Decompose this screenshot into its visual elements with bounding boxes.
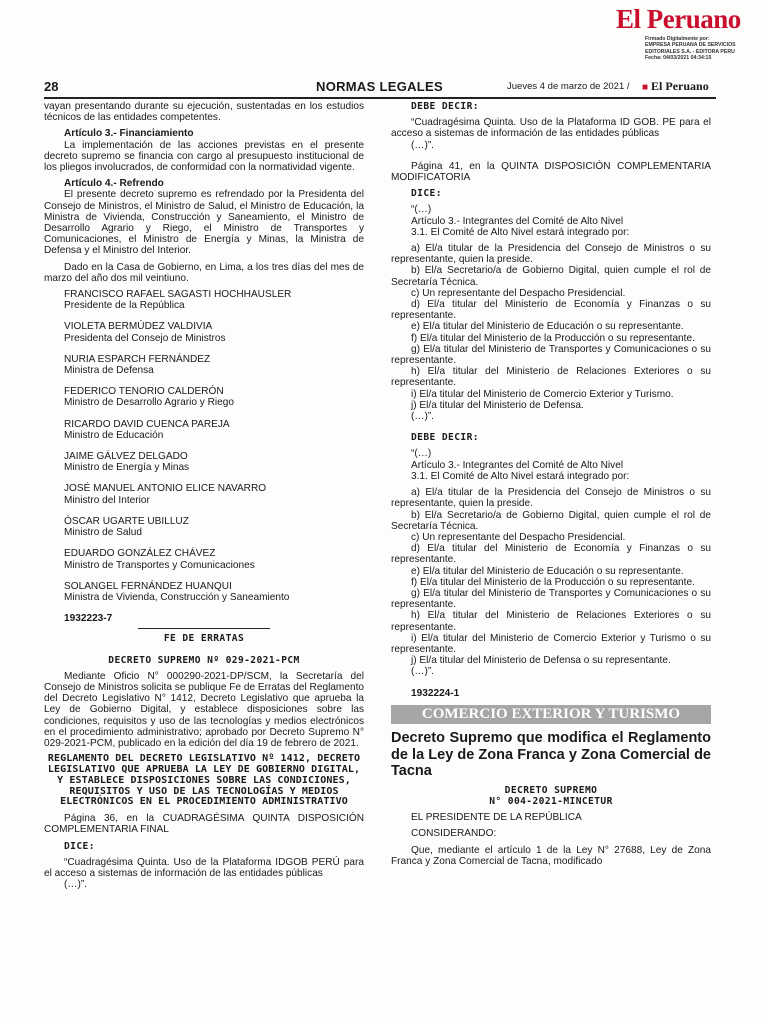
decree-title: Decreto Supremo que modifica el Reglamento de la Ley de Zona Franca y Zona Comercial de Tacna — [391, 729, 711, 780]
header-rule — [44, 97, 716, 99]
list-item: b) El/a Secretario/a de Gobierno Digital, quien cumple el rol de Secretaría Técnica. — [391, 265, 711, 288]
signatory-name: RICARDO DAVID CUENCA PAREJA — [64, 418, 230, 430]
signatory-name: VIOLETA BERMÚDEZ VALDIVIA — [64, 321, 213, 333]
list-item: f) El/a titular del Ministerio de la Producción o su representante. — [411, 332, 695, 344]
signature-line: Fecha: 04/03/2021 04:34:15 — [645, 54, 712, 61]
reference-number: 1932224-1 — [411, 687, 460, 699]
list-item: j) El/a titular del Ministerio de Defensa. — [411, 399, 584, 411]
section-band: COMERCIO EXTERIOR Y TURISMO — [391, 705, 711, 724]
signatory-name: FRANCISCO RAFAEL SAGASTI HOCHHAUSLER — [64, 289, 292, 301]
page-header — [44, 79, 716, 95]
article-4-title: Artículo 4.- Refrendo — [64, 178, 164, 190]
list-item: h) El/a titular del Ministerio de Relaciones Exteriores o su representante. — [391, 366, 711, 389]
list-item: h) El/a titular del Ministerio de Relaciones Exteriores o su representante. — [391, 610, 711, 633]
signature-line: EMPRESA PERUANA DE SERVICIOS — [645, 42, 736, 49]
list-item: b) El/a Secretario/a de Gobierno Digital, quien cumple el rol de Secretaría Técnica. — [391, 509, 711, 532]
reference-number: 1932223-7 — [64, 613, 113, 625]
list-item: i) El/a titular del Ministerio de Comercio Exterior y Turismo o su representante. — [391, 632, 711, 655]
list-item: g) El/a titular del Ministerio de Transportes y Comunicaciones o su representante. — [391, 587, 711, 611]
dice-label: DICE: — [64, 840, 95, 852]
brand-name: El Peruano — [651, 79, 709, 93]
debe-decir-label: DEBE DECIR: — [411, 101, 479, 112]
que-paragraph: Que, mediante el artículo 1 de la Ley N° 27688, Ley de Zona Franca y Zona Comercial de Tacna, modificado — [391, 844, 711, 867]
signatory-role: Ministro de Energía y Minas — [64, 462, 190, 474]
dice-list — [391, 243, 711, 411]
open-ellipsis: “(…) — [411, 448, 432, 460]
left-column — [44, 101, 364, 890]
right-column — [391, 101, 711, 867]
list-item: g) El/a titular del Ministerio de Transportes y Comunicaciones o su representante. — [391, 343, 711, 367]
close-ellipsis: (…)”. — [411, 666, 434, 678]
article-3-text: La implementación de las acciones previstas en el presente decreto supremo se financia con cargo al presupuesto institucional de los pliegos involucrados, de conformidad con la normatividad vigente. — [44, 139, 364, 174]
decreto-title: DECRETO SUPREMO Nº 029-2021-PCM — [108, 654, 300, 666]
list-item: c) Un representante del Despacho Presidencial. — [411, 531, 626, 543]
dado-paragraph: Dado en la Casa de Gobierno, en Lima, a los tres días del mes de marzo del año dos mil veintiuno. — [44, 261, 364, 284]
signatories — [44, 289, 364, 603]
list-item: j) El/a titular del Ministerio de Defensa o su representante. — [411, 655, 671, 667]
presidente-line: EL PRESIDENTE DE LA REPÚBLICA — [411, 812, 582, 824]
issue-date: Jueves 4 de marzo de 2021 / — [507, 81, 630, 92]
oficio-paragraph: Mediante Oficio N° 000290-2021-DP/SCM, la Secretaría del Consejo de Ministros solicita se publique Fe de Erratas del Reglamento del Decreto Legislativo N° 1412, Decreto Legislativo que aprueba la Ley de Gobierno Digital, y establece disposiciones sobre las condiciones, requisitos y uso de las tecnologías y medios electrónicos en el procedimiento administrativo; aprobado por Decreto Supremo N° 029-2021-PCM, publicado en la edición del día 19 de febrero de 2021. — [44, 670, 364, 749]
signature-line: Firmado Digitalmente por: — [645, 36, 710, 42]
signatory-role: Ministro de Transportes y Comunicaciones — [64, 559, 255, 571]
el-peruano-logo: El Peruano — [616, 4, 741, 34]
article-3-title: Artículo 3.- Financiamiento — [64, 128, 194, 140]
pagina-41-paragraph: Página 41, en la QUINTA DISPOSICIÓN COMPLEMENTARIA MODIFICATORIA — [391, 160, 711, 184]
digital-signature — [645, 36, 763, 61]
dice-text: “Cuadragésima Quinta. Uso de la Plataforma IDGOB PERÚ para el acceso a sistemas de información de las entidades públicas — [44, 856, 364, 879]
signatory-role: Ministro de Educación — [64, 429, 164, 441]
signatory-name: FEDERICO TENORIO CALDERÓN — [64, 386, 224, 398]
signatory-name: ÓSCAR UGARTE UBILLUZ — [64, 515, 189, 527]
signatory-name: SOLANGEL FERNÁNDEZ HUANQUI — [64, 580, 232, 592]
list-item: d) El/a titular del Ministerio de Economía y Finanzas o su representante. — [391, 543, 711, 566]
dice-label: DICE: — [411, 188, 442, 200]
section-title: NORMAS LEGALES — [316, 79, 443, 94]
debe-decir-label: DEBE DECIR: — [411, 432, 479, 444]
debe-list — [391, 487, 711, 666]
list-item: a) El/a titular de la Presidencia del Consejo de Ministros o su representante, quien la preside. — [391, 243, 711, 266]
article-3-1: 3.1. El Comité de Alto Nivel estará integrado por: — [411, 226, 630, 238]
list-item: a) El/a titular de la Presidencia del Consejo de Ministros o su representante, quien la preside. — [391, 487, 711, 510]
article-3-heading: Artículo 3.- Integrantes del Comité de Alto Nivel — [411, 215, 624, 227]
page-number: 28 — [44, 79, 59, 94]
list-item: f) El/a titular del Ministerio de la Producción o su representante. — [411, 576, 695, 588]
decreto-supremo-label: DECRETO SUPREMO — [504, 784, 598, 796]
signatory-role: Ministro de Salud — [64, 527, 142, 539]
signatory-role: Presidenta del Consejo de Ministros — [64, 332, 226, 344]
article-3-heading: Artículo 3.- Integrantes del Comité de Alto Nivel — [411, 459, 624, 471]
article-3-1: 3.1. El Comité de Alto Nivel estará integrado por: — [411, 470, 630, 482]
signatory-name: JAIME GÁLVEZ DELGADO — [64, 451, 188, 463]
open-ellipsis: “(…) — [411, 204, 432, 216]
signatory-name: EDUARDO GONZÁLEZ CHÁVEZ — [64, 548, 216, 560]
brand-mark-icon: ■ — [642, 82, 649, 93]
list-item: e) El/a titular del Ministerio de Educación o su representante. — [411, 565, 684, 577]
ellipsis: (…)”. — [64, 879, 87, 891]
signatory-role: Ministro de Desarrollo Agrario y Riego — [64, 397, 234, 409]
signatory-role: Presidente de la República — [64, 300, 185, 312]
signatory-name: NURIA ESPARCH FERNÁNDEZ — [64, 353, 211, 365]
paragraph: vayan presentando durante su ejecución, sustentadas en los estudios técnicos de las entidades competentes. — [44, 101, 364, 124]
list-item: e) El/a titular del Ministerio de Educación o su representante. — [411, 321, 684, 333]
list-item: d) El/a titular del Ministerio de Economía y Finanzas o su representante. — [391, 299, 711, 322]
signature-line: EDITORIALES S.A. - EDITORA PERU — [645, 48, 735, 55]
debe-decir-text: “Cuadragésima Quinta. Uso de la Plataforma ID GOB. PE para el acceso a sistemas de información de las entidades públicas — [391, 117, 711, 140]
fe-de-erratas-title: FE DE ERRATAS — [163, 633, 245, 645]
signatory-role: Ministro del Interior — [64, 494, 150, 506]
header-brand — [642, 79, 709, 94]
article-4-text: El presente decreto supremo es refrendado por la Presidenta del Consejo de Ministros, el Ministro de Salud, el Ministro de Educación, la Ministra de Vivienda, Construcción y Saneamiento, el Ministro de Desarrollo Agrario y Riego, el Ministro de Transportes y Comunicaciones, el Ministro de Energía y Minas, la Ministra de Defensa y el Ministro del Interior. — [44, 189, 364, 257]
close-ellipsis: (…)”. — [411, 411, 434, 423]
list-item: i) El/a titular del Ministerio de Comercio Exterior y Turismo. — [411, 388, 674, 400]
divider — [138, 628, 270, 629]
reglamento-title: REGLAMENTO DEL DECRETO LEGISLATIVO Nº 1412, DECRETO LEGISLATIVO QUE APRUEBA LA LEY DE GOBIERNO DIGITAL, Y ESTABLECE DISPOSICIONES SOBRE LAS CONDICIONES, REQUISITOS Y USO DE LAS TECNOLOGÍAS Y MEDIOS ELECTRÓNICOS EN EL PROCEDIMIENTO ADMINISTRATIVO — [47, 753, 361, 808]
signatory-role: Ministra de Defensa — [64, 365, 154, 377]
ellipsis: (…)”. — [411, 139, 434, 151]
pagina-36-paragraph: Página 36, en la CUADRAGÉSIMA QUINTA DISPOSICIÓN COMPLEMENTARIA FINAL — [44, 813, 364, 836]
signatory-role: Ministra de Vivienda, Construcción y Saneamiento — [64, 591, 290, 603]
signatory-name: JOSÉ MANUEL ANTONIO ELICE NAVARRO — [64, 483, 267, 495]
considerando-label: CONSIDERANDO: — [411, 828, 497, 840]
list-item: c) Un representante del Despacho Presidencial. — [411, 287, 626, 299]
decreto-supremo-number: N° 004-2021-MINCETUR — [489, 795, 613, 807]
